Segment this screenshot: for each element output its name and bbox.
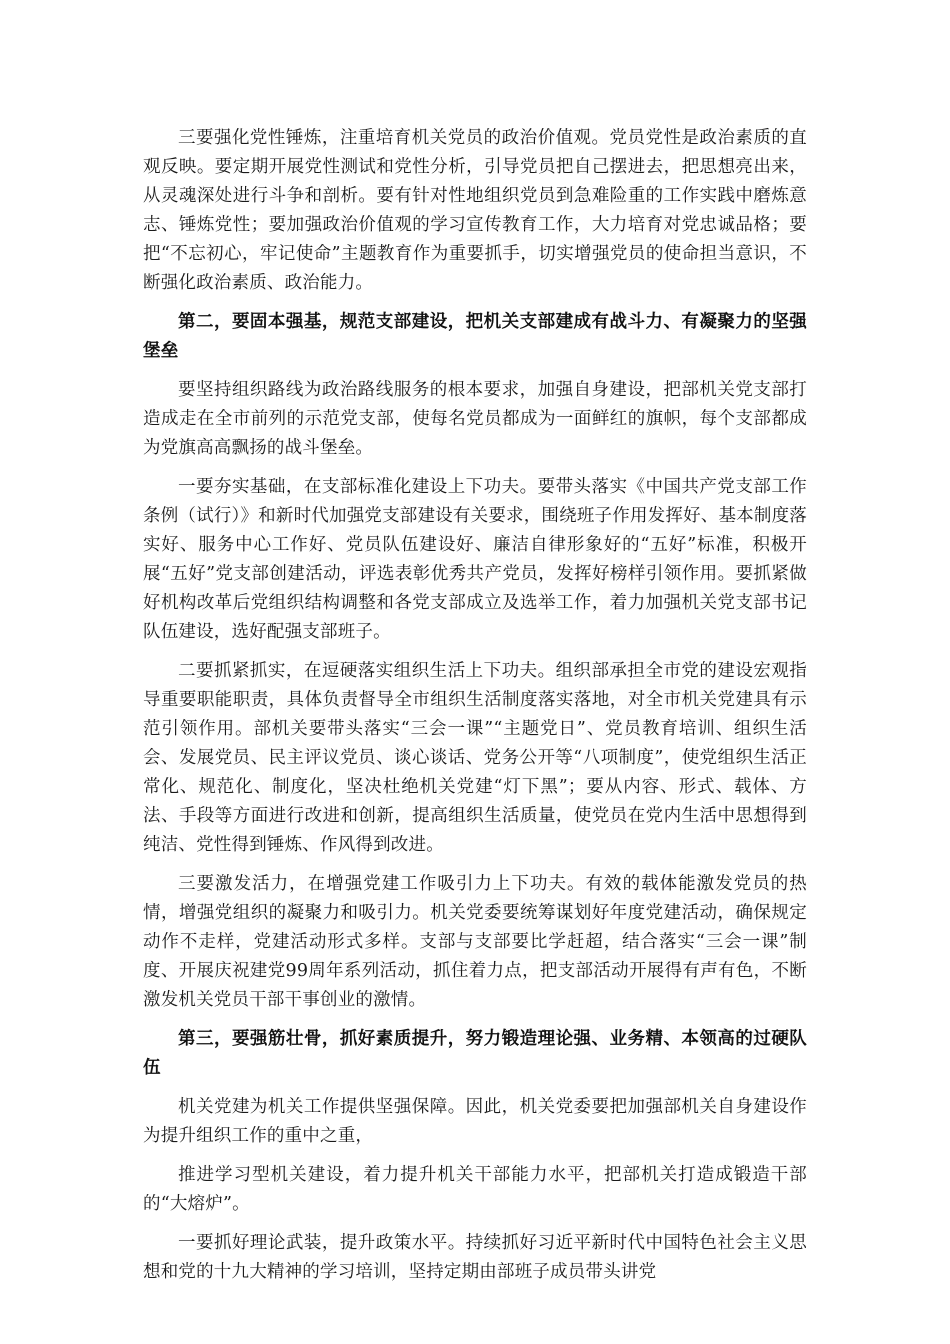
paragraph-stimulate-vitality: 三要激发活力，在增强党建工作吸引力上下功夫。有效的载体能激发党员的热情，增强党组织的凝聚力和吸引力。机关党委要统筹谋划好年度党建活动，确保规定动作不走样，党建活动形式多样。支部与支部要比学赶超，结合落实“三会一课”制度、开展庆祝建党99周年系列活动，抓住着力点，把支部活动开展得有声有色，不断激发机关党员干部干事创业的激情。 [143,874,807,1010]
document-body [143,124,807,1297]
paragraph-organizational-life: 二要抓紧抓实，在逗硬落实组织生活上下功夫。组织部承担全市党的建设宏观指导重要职能职责，具体负责督导全市组织生活制度落实落地，对全市机关党建具有示范引领作用。部机关要带头落实“三会一课”“主题党日”、党员教育培训、组织生活会、发展党员、民主评议党员、谈心谈话、党务公开等“八项制度”，使党组织生活正常化、规范化、制度化，坚决杜绝机关党建“灯下黑”；要从内容、形式、载体、方法、手段等方面进行改进和创新，提高组织生活质量，使党员在党内生活中思想得到纯洁、党性得到锤炼、作风得到改进。 [143,661,807,855]
paragraph-learning-organization: 推进学习型机关建设，着力提升机关干部能力水平，把部机关打造成锻造干部的“大熔炉”。 [143,1165,807,1214]
paragraph-branch-intro: 要坚持组织路线为政治路线服务的根本要求，加强自身建设，把部机关党支部打造成走在全市前列的示范党支部，使每名党员都成为一面鲜红的旗帜，每个支部都成为党旗高高飘扬的战斗堡垒。 [143,380,807,458]
section-heading-quality-improvement: 第三，要强筋壮骨，抓好素质提升，努力锻造理论强、业务精、本领高的过硬队伍 [143,1029,807,1078]
paragraph-theory-arming: 一要抓好理论武装，提升政策水平。持续抓好习近平新时代中国特色社会主义思想和党的十九大精神的学习培训，坚持定期由部班子成员带头讲党 [143,1233,807,1282]
paragraph-guarantee: 机关党建为机关工作提供坚强保障。因此，机关党委要把加强部机关自身建设作为提升组织工作的重中之重， [143,1097,807,1146]
paragraph-strengthen-party-spirit: 三要强化党性锤炼，注重培育机关党员的政治价值观。党员党性是政治素质的直观反映。要定期开展党性测试和党性分析，引导党员把自己摆进去，把思想亮出来，从灵魂深处进行斗争和剖析。要有针对性地组织党员到急难险重的工作实践中磨炼意志、锤炼党性；要加强政治价值观的学习宣传教育工作，大力培育对党忠诚品格；要把“不忘初心，牢记使命”主题教育作为重要抓手，切实增强党员的使命担当意识，不断强化政治素质、政治能力。 [143,128,807,293]
paragraph-solid-foundation: 一要夯实基础，在支部标准化建设上下功夫。要带头落实《中国共产党支部工作条例（试行）》和新时代加强党支部建设有关要求，围绕班子作用发挥好、基本制度落实好、服务中心工作好、党员队伍建设好、廉洁自律形象好的“五好”标准，积极开展“五好”党支部创建活动，评选表彰优秀共产党员，发挥好榜样引领作用。要抓紧做好机构改革后党组织结构调整和各党支部成立及选举工作，着力加强机关党支部书记队伍建设，选好配强支部班子。 [143,477,807,642]
section-heading-branch-building: 第二，要固本强基，规范支部建设，把机关支部建成有战斗力、有凝聚力的坚强堡垒 [143,312,807,361]
